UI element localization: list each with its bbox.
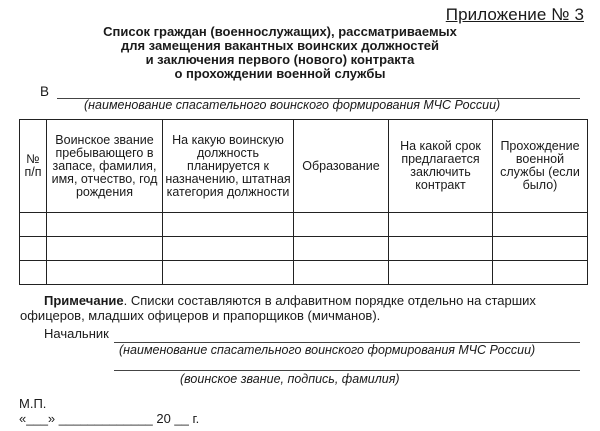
note-paragraph — [20, 293, 580, 323]
date-line: «___» _____________ 20 __ г. — [19, 411, 200, 426]
table-cell — [47, 261, 163, 285]
candidates-table — [19, 119, 588, 285]
in-prefix: В — [40, 84, 50, 99]
table-cell — [294, 261, 389, 285]
appendix-label: Приложение № 3 — [445, 5, 584, 24]
table-cell — [294, 237, 389, 261]
table-cell — [163, 237, 294, 261]
table-cell — [389, 213, 493, 237]
table-cell — [389, 237, 493, 261]
formation-hint: (наименование спасательного воинского формирования МЧС России) — [84, 98, 501, 112]
header-rank-name: Воинское звание пребывающего в запасе, фамилия, имя, отчество, год рождения — [47, 120, 163, 213]
table-cell — [163, 213, 294, 237]
table-cell — [389, 261, 493, 285]
table-cell — [493, 237, 588, 261]
title-line: Список граждан (военнослужащих), рассматриваемых — [103, 24, 457, 39]
table-row — [20, 213, 588, 237]
table-cell — [47, 237, 163, 261]
chief-hint: (наименование спасательного воинского формирования МЧС России) — [119, 343, 536, 357]
header-education: Образование — [294, 120, 389, 213]
table-cell — [20, 213, 47, 237]
header-service: Прохождение военной службы (если было) — [493, 120, 588, 213]
title-line: для замещения вакантных воинских должностей — [120, 38, 440, 53]
stamp-label: М.П. — [19, 396, 47, 411]
table-cell — [294, 213, 389, 237]
table-header-row — [20, 120, 588, 213]
title-line: о прохождении военной службы — [174, 66, 386, 81]
header-contract-term: На какой срок предлагается заключить контракт — [389, 120, 493, 213]
table-cell — [493, 261, 588, 285]
note-text: . Списки составляются в алфавитном порядке отдельно на старших офицеров, младших офицеров и прапорщиков (мичманов). — [20, 293, 536, 323]
table-cell — [163, 261, 294, 285]
table-cell — [20, 261, 47, 285]
chief-label: Начальник — [44, 326, 109, 341]
document-title — [100, 25, 460, 81]
header-number: № п/п — [20, 120, 47, 213]
table-row — [20, 237, 588, 261]
title-line: и заключения первого (нового) контракта — [145, 52, 415, 67]
table-row — [20, 261, 588, 285]
table-cell — [47, 213, 163, 237]
signature-hint: (воинское звание, подпись, фамилия) — [180, 372, 400, 386]
signature-line — [114, 370, 580, 371]
table-cell — [493, 213, 588, 237]
note-label: Примечание — [44, 293, 124, 308]
table-cell — [20, 237, 47, 261]
header-position: На какую воинскую должность планируется к назначению, штатная категория должности — [163, 120, 294, 213]
